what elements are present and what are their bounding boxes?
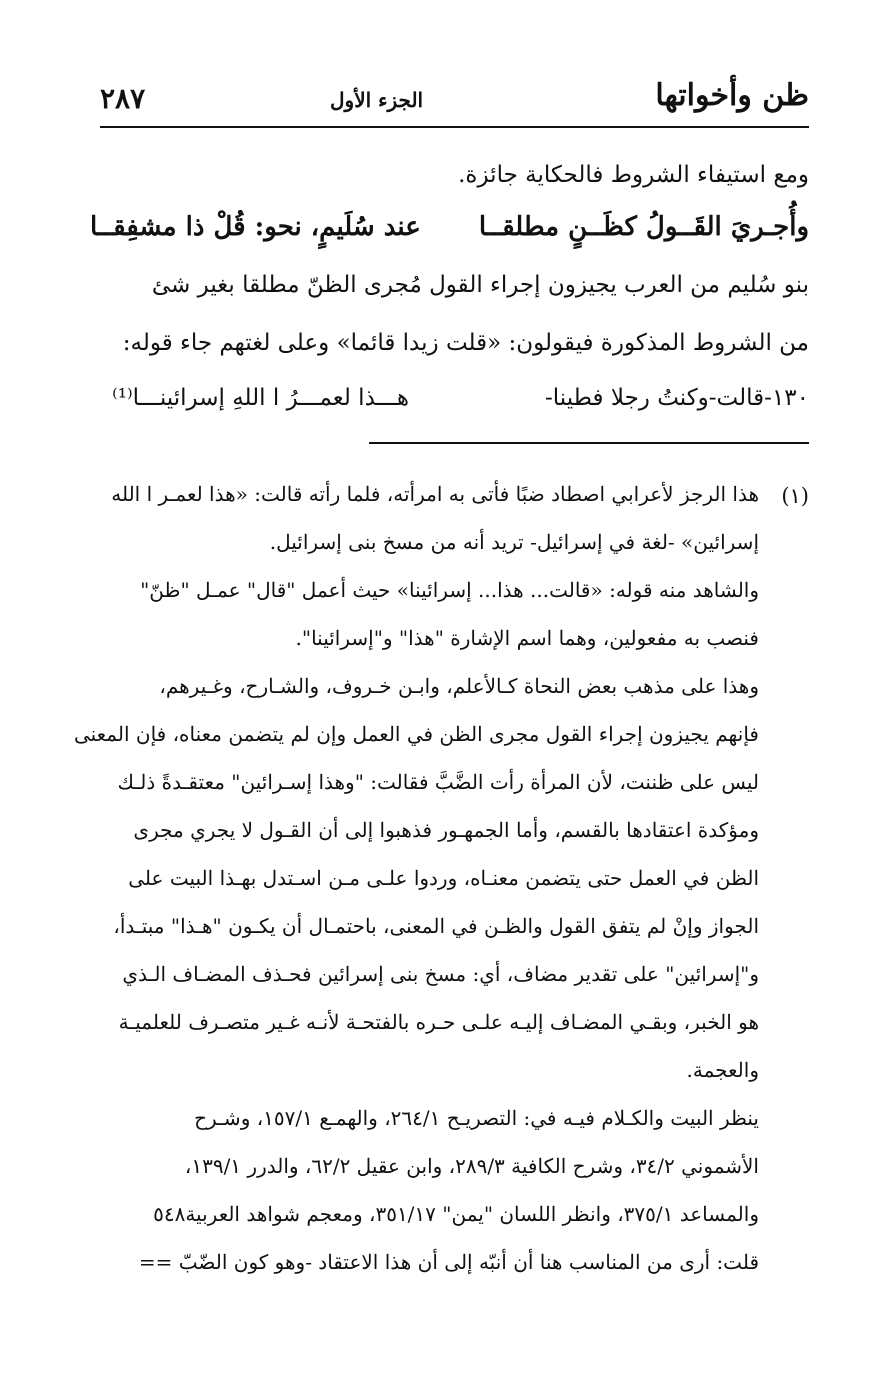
body-line-1: ومع استيفاء الشروط فالحكاية جائزة. [458,162,809,188]
footnote-line: الظن في العمل حتى يتضمن معنـاه، وردوا علـى مـن اسـتدل بهـذا البيت على [128,866,759,890]
poem-first-hemistich: ١٣٠-قالت-وكنتُ رجلا فطينا- [545,385,809,411]
footnote-line: والمساعد ٣٧٥/١، وانظر اللسان "يمن" ٣٥١/١٧، ومعجم شواهد العربية٥٤٨ [153,1202,759,1226]
footnote-line: فنصب به مفعولين، وهما اسم الإشارة "هذا" و"إسرائينا". [295,626,759,650]
chapter-title: ظن وأخواتها [655,78,809,113]
footnote-line: الأشموني ٣٤/٢، وشرح الكافية ٢٨٩/٣، وابن عقيل ٦٢/٢، والدرر ١٣٩/١، [184,1154,759,1178]
footnote-line: ومؤكدة اعتقادها بالقسم، وأما الجمهـور فذهبوا إلى أن القـول لا يجري مجرى [133,818,759,842]
body-line-3: بنو سُليم من العرب يجيزون إجراء القول مُجرى الظنّ مطلقا بغير شئ [151,272,809,298]
page-number: ٢٨٧ [100,82,146,115]
footnote-line: هو الخبر، وبقـي المضـاف إليـه علـى حـره بالفتحـة لأنـه غـير متصـرف للعلميـة [118,1010,759,1034]
footnote-line: فإنهم يجيزون إجراء القول مجرى الظن في العمل وإن لم يتضمن معناه، فإن المعنى [73,722,759,746]
footnote-line: ليس على ظننت، لأن المرأة رأت الضَّبَّ فقالت: "وهذا إسـرائين" معتقـدةً ذلـك [117,770,759,794]
footnote-line: وهذا على مذهب بعض النحاة كـالأعلم، وابـن خـروف، والشـارح، وغـيرهم، [159,674,759,698]
footnote-line: هذا الرجز لأعرابي اصطاد ضبًا فأتى به امرأته، فلما رأته قالت: «هذا لعمـر ا الله [111,482,759,506]
footnote-line: والعجمة. [686,1058,759,1082]
body-line-4: من الشروط المذكورة فيقولون: «قلت زيدا قائما» وعلى لغتهم جاء قوله: [122,330,809,356]
verse-first-hemistich: وأُجـريَ القَــولُ كظَــنٍ مطلقــا [478,212,809,242]
part-label: الجزء الأول [330,88,424,112]
footnote-line: إسرائين» -لغة في إسرائيل- تريد أنه من مسخ بنى إسرائيل. [269,530,759,554]
verse-second-hemistich: عند سُلَيمٍ، نحو: قُلْ ذا مشفِقــا [90,212,421,242]
poem-second-hemistich: هـــذا لعمـــرُ ا اللهِ إسرائينـــا⁽¹⁾ [112,385,409,411]
footnote-line: قلت: أرى من المناسب هنا أن أنبّه إلى أن هذا الاعتقاد -وهو كون الضّبّ == [138,1250,759,1274]
footnote-line: والشاهد منه قوله: «قالت... هذا... إسرائينا» حيث أعمل "قال" عمـل "ظنّ" [140,578,759,602]
footnote-number: (١) [781,484,809,508]
footnote-line: ينظر البيت والكـلام فيـه في: التصريـح ٢٦٤/١، والهمـع ١٥٧/١، وشـرح [194,1106,759,1130]
footnote-line: و"إسرائين" على تقدير مضاف، أي: مسخ بنى إسرائين فحـذف المضـاف الـذي [122,962,759,986]
footnote-line: الجواز وإنْ لم يتفق القول والظـن في المعنى، باحتمـال أن يكـون "هـذا" مبتـدأ، [113,914,759,938]
footnote-separator [369,442,809,444]
